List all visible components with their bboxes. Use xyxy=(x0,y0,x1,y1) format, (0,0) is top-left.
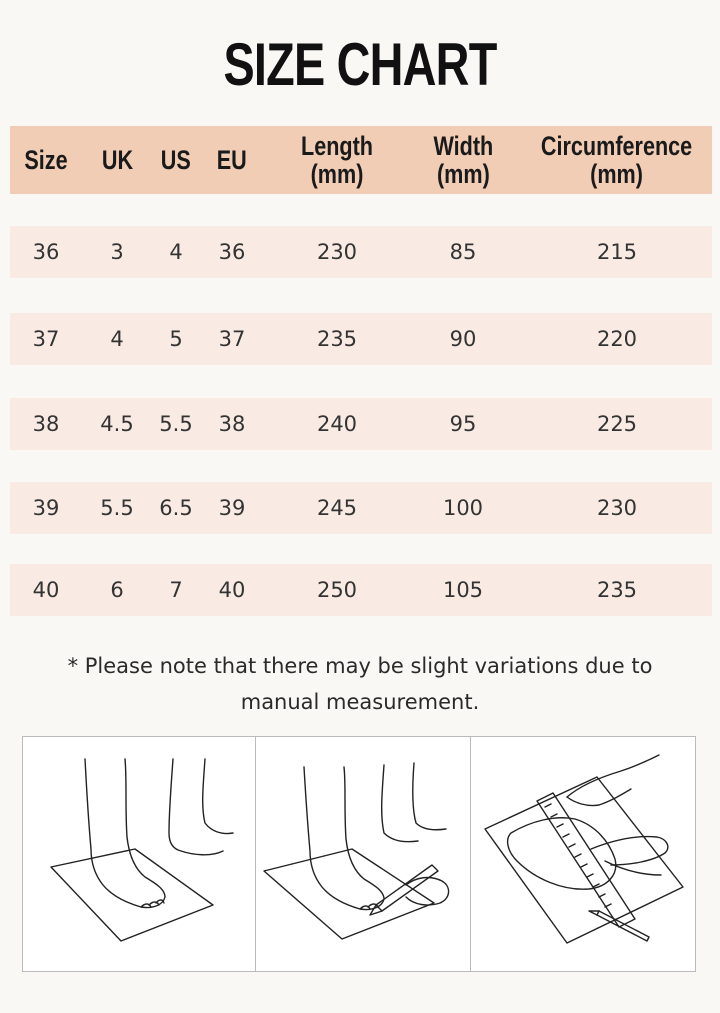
cell-length: 245 xyxy=(316,496,358,520)
cell-circumference: 225 xyxy=(596,412,638,436)
table-row xyxy=(10,313,712,365)
cell-eu: 38 xyxy=(218,412,246,436)
cell-width: 85 xyxy=(449,240,477,264)
cell-width: 100 xyxy=(442,496,484,520)
cell-width: 90 xyxy=(449,327,477,351)
cell-circumference: 215 xyxy=(596,240,638,264)
table-row xyxy=(10,226,712,278)
table-row xyxy=(10,482,712,534)
measurement-note: * Please note that there may be slight variations due to manual measurement. xyxy=(67,654,653,714)
cell-us: 5.5 xyxy=(159,412,193,436)
cell-eu: 39 xyxy=(218,496,246,520)
cell-width: 105 xyxy=(442,578,484,602)
cell-eu: 37 xyxy=(218,327,246,351)
cell-size: 39 xyxy=(32,496,60,520)
cell-length: 230 xyxy=(316,240,358,264)
feet-on-paper-icon xyxy=(23,737,256,971)
cell-uk: 5.5 xyxy=(100,496,134,520)
table-header xyxy=(10,126,712,194)
cell-us: 6.5 xyxy=(159,496,193,520)
trace-foot-pencil-icon xyxy=(256,737,471,971)
cell-eu: 36 xyxy=(218,240,246,264)
table-row xyxy=(10,398,712,450)
measurement-illustrations xyxy=(22,736,696,972)
cell-uk: 4.5 xyxy=(100,412,134,436)
header-width: Width (mm) xyxy=(433,131,493,189)
cell-circumference: 230 xyxy=(596,496,638,520)
chart-title: SIZE CHART xyxy=(223,31,497,98)
header-length: Length (mm) xyxy=(300,131,373,189)
cell-circumference: 235 xyxy=(596,578,638,602)
cell-uk: 4 xyxy=(110,327,124,351)
cell-size: 38 xyxy=(32,412,60,436)
cell-us: 4 xyxy=(169,240,183,264)
cell-uk: 6 xyxy=(110,578,124,602)
cell-width: 95 xyxy=(449,412,477,436)
measure-with-ruler-icon xyxy=(471,737,695,971)
cell-circumference: 220 xyxy=(596,327,638,351)
header-circumference: Circumference (mm) xyxy=(541,131,693,189)
cell-size: 37 xyxy=(32,327,60,351)
header-eu: EU xyxy=(216,145,247,175)
cell-length: 235 xyxy=(316,327,358,351)
header-us: US xyxy=(160,145,191,175)
cell-us: 5 xyxy=(169,327,183,351)
cell-us: 7 xyxy=(169,578,183,602)
header-uk: UK xyxy=(101,145,133,175)
header-size: Size xyxy=(24,145,68,175)
cell-uk: 3 xyxy=(110,240,124,264)
cell-eu: 40 xyxy=(218,578,246,602)
cell-length: 240 xyxy=(316,412,358,436)
cell-size: 36 xyxy=(32,240,60,264)
cell-size: 40 xyxy=(32,578,60,602)
table-row xyxy=(10,564,712,616)
cell-length: 250 xyxy=(316,578,358,602)
